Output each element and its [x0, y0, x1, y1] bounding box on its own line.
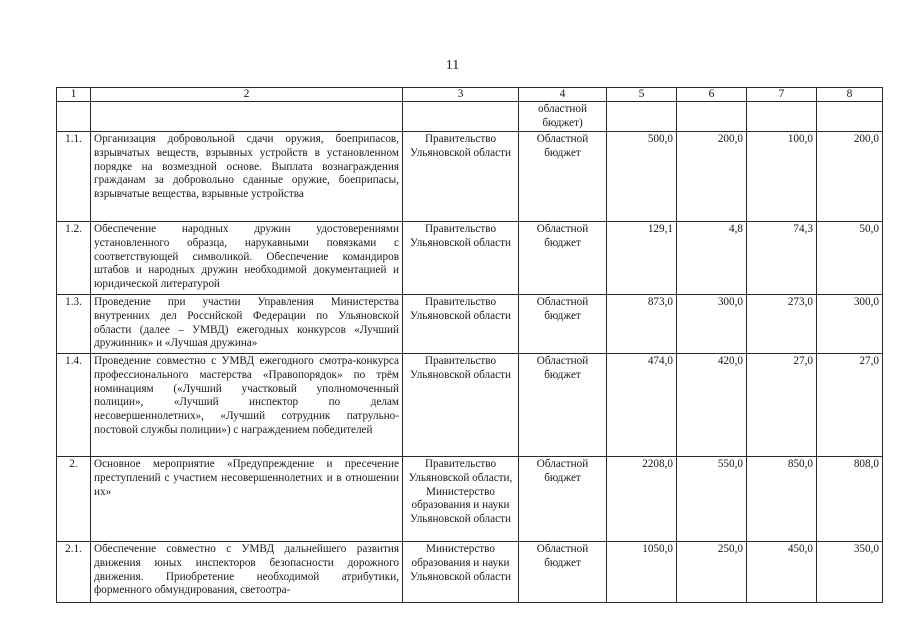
value-year-3: 50,0 — [817, 222, 883, 295]
source-cell: Областной бюджет — [519, 457, 607, 542]
value-year-2: 273,0 — [747, 295, 817, 354]
executor-cell: Правительство Ульяновской области — [403, 354, 519, 457]
value-year-3: 300,0 — [817, 295, 883, 354]
executor-cell: Правительство Ульяновской области — [403, 222, 519, 295]
row-number: 1.4. — [57, 354, 91, 457]
executor-cell: Правительство Ульяновской области — [403, 295, 519, 354]
row-number: 1.1. — [57, 132, 91, 222]
activity-name: Проведение совместно с УМВД ежегодного смотра-конкурса профессионального мастерства «Правопорядок» по трём номинациям («Лучший участковый уполномоченный полиции», «Лучший инспектор по делам несовершеннолетних», «Лучший сотрудник патрульно-постовой службы полиции») с награждением победителей — [91, 354, 403, 457]
empty-cell — [817, 102, 883, 132]
value-year-3: 350,0 — [817, 542, 883, 603]
activity-name: Обеспечение народных дружин удостоверениями установленного образца, нарукавными повязками с соответствующей символикой. Обеспечение командиров штабов и народных дружин необходимой документацией и юридической литературой — [91, 222, 403, 295]
column-number: 6 — [677, 88, 747, 102]
source-cell: областной бюджет) — [519, 102, 607, 132]
value-year-1: 300,0 — [677, 295, 747, 354]
executor-cell: Министерство образования и науки Ульяновской области — [403, 542, 519, 603]
value-year-1: 550,0 — [677, 457, 747, 542]
column-number: 3 — [403, 88, 519, 102]
source-cell: Областной бюджет — [519, 222, 607, 295]
program-table — [56, 87, 883, 603]
value-year-2: 450,0 — [747, 542, 817, 603]
value-year-1: 420,0 — [677, 354, 747, 457]
table-row — [57, 295, 883, 354]
value-year-1: 250,0 — [677, 542, 747, 603]
column-number: 1 — [57, 88, 91, 102]
source-cell: Областной бюджет — [519, 295, 607, 354]
value-year-3: 808,0 — [817, 457, 883, 542]
column-number: 4 — [519, 88, 607, 102]
value-year-2: 100,0 — [747, 132, 817, 222]
value-year-3: 200,0 — [817, 132, 883, 222]
table-row — [57, 132, 883, 222]
value-total: 873,0 — [607, 295, 677, 354]
empty-cell — [91, 102, 403, 132]
column-number: 7 — [747, 88, 817, 102]
source-cell: Областной бюджет — [519, 132, 607, 222]
row-number: 1.3. — [57, 295, 91, 354]
empty-cell — [57, 102, 91, 132]
column-number: 5 — [607, 88, 677, 102]
column-number: 8 — [817, 88, 883, 102]
table-row — [57, 542, 883, 603]
value-total: 129,1 — [607, 222, 677, 295]
source-cell: Областной бюджет — [519, 354, 607, 457]
empty-cell — [403, 102, 519, 132]
activity-name: Организация добровольной сдачи оружия, боеприпасов, взрывчатых веществ, взрывных устройств в установленном порядке на возмездной основе. Выплата вознаграждения гражданам за добровольно сданные оружие, боеприпасы, взрывчатые вещества, взрывные устройства — [91, 132, 403, 222]
activity-name: Основное мероприятие «Предупреждение и пресечение преступлений с участием несовершеннолетних и в отношении их» — [91, 457, 403, 542]
empty-cell — [677, 102, 747, 132]
value-year-1: 4,8 — [677, 222, 747, 295]
table-row — [57, 222, 883, 295]
executor-cell: Правительство Ульяновской области, Министерство образования и науки Ульяновской области — [403, 457, 519, 542]
value-total: 1050,0 — [607, 542, 677, 603]
executor-cell: Правительство Ульяновской области — [403, 132, 519, 222]
value-year-2: 74,3 — [747, 222, 817, 295]
row-number: 1.2. — [57, 222, 91, 295]
empty-cell — [747, 102, 817, 132]
continuation-row — [57, 102, 883, 132]
value-year-2: 27,0 — [747, 354, 817, 457]
activity-name: Обеспечение совместно с УМВД дальнейшего развития движения юных инспекторов безопасности дорожного движения. Приобретение необходимой атрибутики, форменного обмундирования, светоотра- — [91, 542, 403, 603]
empty-cell — [607, 102, 677, 132]
value-total: 474,0 — [607, 354, 677, 457]
value-year-2: 850,0 — [747, 457, 817, 542]
value-total: 500,0 — [607, 132, 677, 222]
table-row — [57, 457, 883, 542]
value-year-3: 27,0 — [817, 354, 883, 457]
row-number: 2.1. — [57, 542, 91, 603]
column-number-row — [57, 88, 883, 102]
row-number: 2. — [57, 457, 91, 542]
page-number: 11 — [445, 58, 460, 73]
value-year-1: 200,0 — [677, 132, 747, 222]
source-cell: Областной бюджет — [519, 542, 607, 603]
table-row — [57, 354, 883, 457]
activity-name: Проведение при участии Управления Министерства внутренних дел Российской Федерации по Ульяновской области (далее – УМВД) ежегодных конкурсов «Лучший дружинник» и «Лучшая дружина» — [91, 295, 403, 354]
value-total: 2208,0 — [607, 457, 677, 542]
column-number: 2 — [91, 88, 403, 102]
